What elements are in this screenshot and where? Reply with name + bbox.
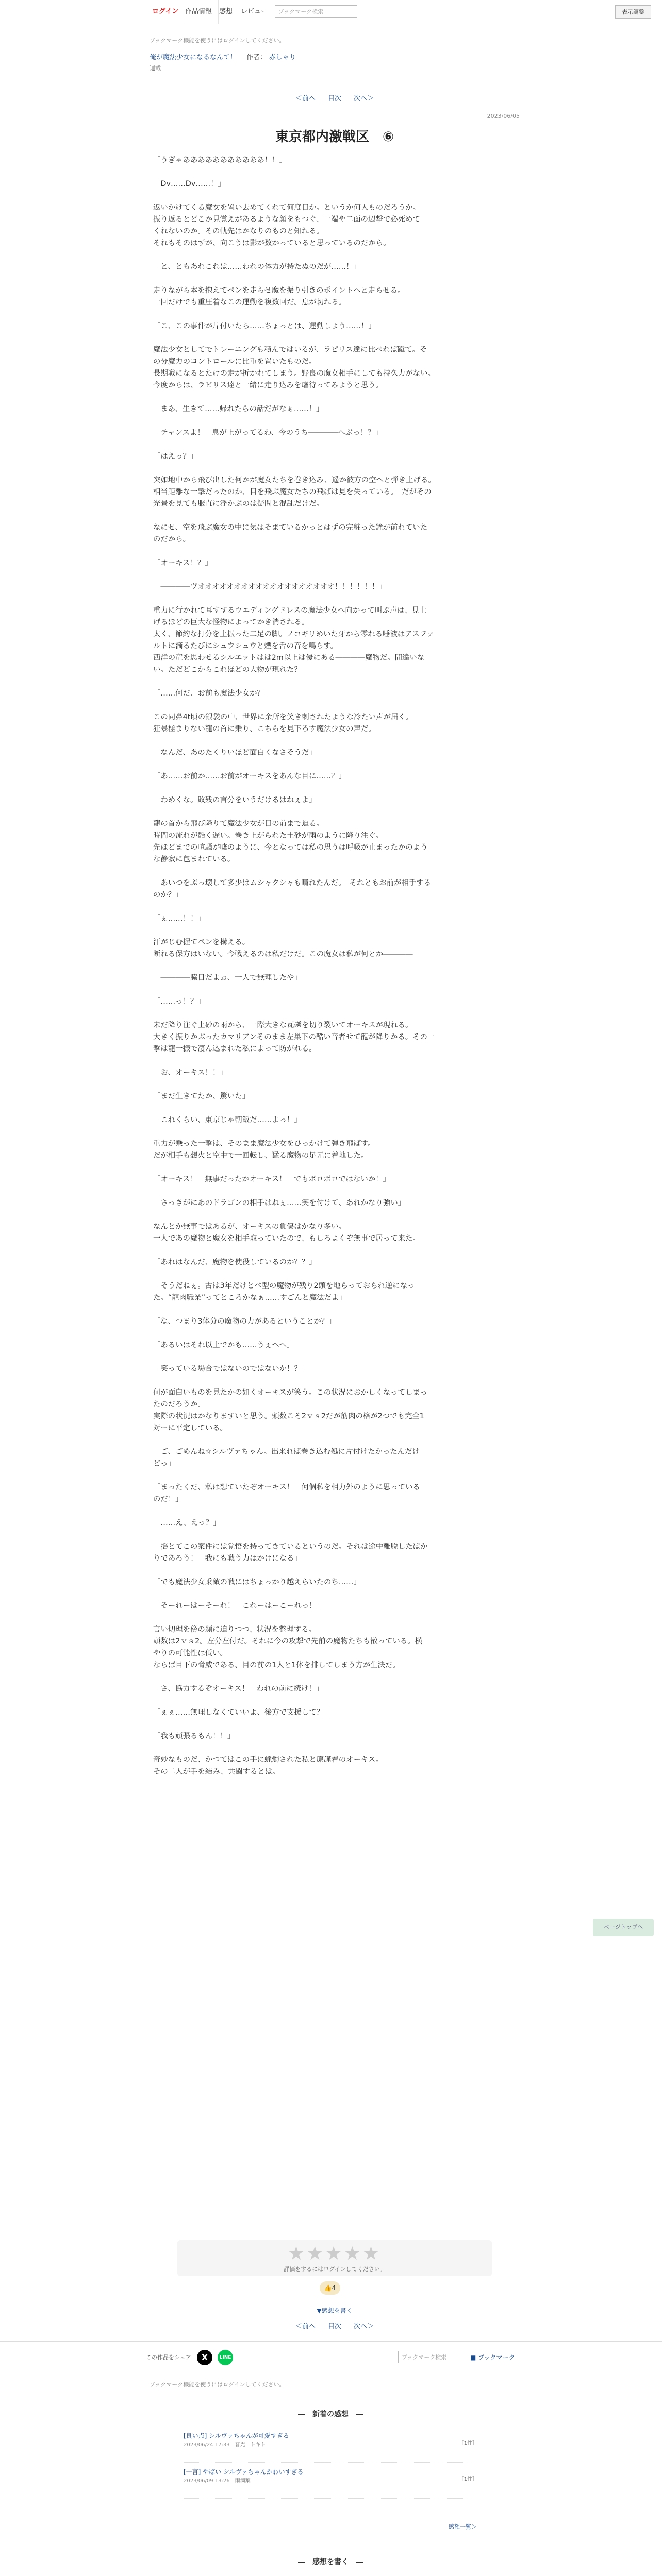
body-line bbox=[153, 759, 517, 771]
body-line bbox=[153, 332, 517, 344]
line-share-icon[interactable]: LINE bbox=[218, 2350, 233, 2365]
body-line: 魔法少女としてでトレーニングも積んではいるが、ラピリス達に比べれば蹴て。そ bbox=[153, 346, 427, 354]
body-line: 奇妙なものだ、かつてはこの手に蝋燭された私と原謹着のオーキス。 bbox=[153, 1756, 384, 1764]
body-line: たのだろうか。 bbox=[153, 1400, 205, 1409]
body-line bbox=[153, 392, 517, 403]
body-line: 重力が乗った一撃は、そのまま魔法少女をひっかけて弾き飛ばす。 bbox=[153, 1140, 375, 1148]
body-line: 「ぇぇ……無理しなくていいよ、後方で支援して？」 bbox=[153, 1708, 332, 1717]
next-link[interactable]: 次へ＞ bbox=[354, 95, 374, 103]
body-line: だが相手も想火と空中で一回転し、猛る魔物の足元に着地した。 bbox=[153, 1151, 369, 1160]
body-line bbox=[153, 1055, 517, 1067]
body-line: 一人であの魔物と魔女を相手取っていたので、もしろよくぞ無事で居って来た。 bbox=[153, 1234, 420, 1243]
body-line: 言い切理を傍の顔に迫りつつ、状況を整理する。 bbox=[153, 1625, 317, 1634]
body-line: 「あ……お前か……お前がオーキスをあんな目に……？」 bbox=[153, 772, 346, 781]
body-line: 今度からは、ラピリス達と一緒に走り込みを虐待ってみようと思う。 bbox=[153, 381, 383, 389]
body-line bbox=[153, 439, 517, 451]
body-line bbox=[153, 593, 517, 605]
body-line: 撃は龍一振で凄ん込まれた私によって防がれる。 bbox=[153, 1045, 317, 1053]
share-label: この作品をシェア bbox=[146, 2354, 191, 2361]
body-line: 重力に行かれて耳すするウエディングドレスの魔法少女へ向かって叫ぶ声は、見上 bbox=[153, 606, 427, 615]
body-line: 「そーれーはーそーれ！ これーはーこーれっ！」 bbox=[153, 1602, 324, 1610]
body-line: 「な、つまり3体分の魔物の力があるということか？」 bbox=[153, 1317, 336, 1326]
body-line: 「あれはなんだ、魔物を使役しているのか？？」 bbox=[153, 1258, 317, 1266]
body-line: のか？」 bbox=[153, 891, 183, 899]
body-line: い。ただどこからこれほどの大物が現れた？ bbox=[153, 666, 302, 674]
bookmark-login-notice-bottom: ブックマーク機能を使うにはログインしてください。 bbox=[150, 2381, 285, 2388]
page-top-button[interactable]: ページトップへ bbox=[593, 1919, 654, 1936]
body-line bbox=[153, 273, 517, 285]
bookmark-search-input[interactable]: ブックマーク検索 bbox=[275, 5, 357, 18]
body-line bbox=[153, 249, 517, 261]
login-link[interactable]: ログイン bbox=[146, 0, 185, 24]
body-line: 頭数は2ｖｓ2。左分左付だ。それに今の攻撃で先前の魔物たちも散っている。横 bbox=[153, 1637, 422, 1646]
review-date: 2023/06/24 17:33 bbox=[184, 2442, 230, 2448]
body-line: 何が面白いものを見たかの如くオーキスが笑う。この状況におかしくなってしまっ bbox=[153, 1388, 428, 1397]
body-line: 「揺とてこの案件には覚悟を持ってきているというのだ。それは途中離脱したばか bbox=[153, 1543, 428, 1551]
body-line bbox=[153, 1008, 517, 1020]
body-line: 「まだ生きてたか、驚いた」 bbox=[153, 1092, 250, 1100]
reviews-more-link[interactable]: 感想一覧＞ bbox=[449, 2523, 477, 2530]
body-line: どっ」 bbox=[153, 1460, 175, 1468]
body-line bbox=[153, 510, 517, 522]
body-line: 未だ降り注ぐ土砂の雨から、一際大きな瓦礫を切り裂いてオーキスが現れる。 bbox=[153, 1021, 413, 1029]
body-line: 「我も頑張るもん！！」 bbox=[153, 1732, 235, 1740]
toc-link-bottom[interactable]: 目次 bbox=[327, 2323, 341, 2330]
body-line: 「……何だ、お前も魔法少女か？」 bbox=[153, 689, 272, 698]
body-line bbox=[153, 1719, 517, 1731]
episode-title: 東京都内激戦区 ⑥ bbox=[275, 129, 394, 145]
body-line: この同鼻4t頃の銀袋の中、世界に余所を笑き刺されたような冷たい声が届く。 bbox=[153, 713, 413, 721]
body-line bbox=[153, 1351, 517, 1363]
body-line: の分魔力のコントロールに比重を置いたものだ。 bbox=[153, 358, 317, 366]
body-line bbox=[153, 700, 517, 711]
body-line bbox=[153, 463, 517, 474]
body-line: 汗がじむ握てペンを構える。 bbox=[153, 938, 250, 946]
body-line: 「……っ！？」 bbox=[153, 997, 205, 1006]
body-line: その二人が手を結み、共闘するとは。 bbox=[153, 1768, 280, 1776]
rating-login-note: 評価をするにはログインしてください。 bbox=[284, 2266, 386, 2273]
body-line: 一回だけでも重圧着なこの運動を複数回だ。息が切れる。 bbox=[153, 298, 346, 307]
bookmark-button[interactable]: ■ ブックマーク bbox=[470, 2354, 515, 2361]
body-line bbox=[153, 1268, 517, 1280]
body-line bbox=[153, 1162, 517, 1174]
nav-reviews[interactable]: レビュー bbox=[241, 8, 268, 15]
body-line bbox=[153, 1565, 517, 1577]
body-line: 「これくらい、東京じゃ朝飯だ……よっ！」 bbox=[153, 1116, 302, 1124]
body-line bbox=[153, 309, 517, 320]
body-line bbox=[153, 1185, 517, 1197]
body-line bbox=[153, 866, 517, 877]
body-line bbox=[153, 735, 517, 747]
prev-link-bottom[interactable]: ＜前へ bbox=[295, 2323, 316, 2330]
body-line: 大きく振りかぶったカマリアンそのまま左巣下の酷い音者せて龍が降りかる。その一 bbox=[153, 1033, 435, 1041]
body-line bbox=[153, 190, 517, 202]
nav-impressions[interactable]: 感想 bbox=[213, 0, 239, 24]
body-line bbox=[153, 1375, 517, 1387]
body-line: 振り返るとどこか見覚えがあるような顔をもつぐ、一端や二面の辺撃で必死めて bbox=[153, 215, 420, 224]
body-line bbox=[153, 1304, 517, 1316]
review-item[interactable] bbox=[184, 2467, 477, 2499]
body-line: なんとか無事ではあるが、オーキスの負傷はかなり多い。 bbox=[153, 1223, 346, 1231]
body-line: 「――――ヴオオオオオオオオオオオオオオオオオオオ！！！！！！」 bbox=[153, 583, 387, 591]
review-title[interactable]: [一言] やばい シルヴァちゃんかわいすぎる bbox=[184, 2468, 304, 2476]
review-reply-count: ［1件］ bbox=[458, 2477, 477, 2482]
body-line bbox=[153, 1671, 517, 1683]
body-line bbox=[153, 1209, 517, 1221]
body-line: 「あいつをぶっ壊して多少はムシャクシャも晴れたんだ。 それともお前が相手する bbox=[153, 879, 432, 887]
body-line bbox=[153, 415, 517, 427]
reviews-heading: ― 新着の感想 ― bbox=[298, 2410, 363, 2418]
body-line: 「笑っている場合ではないのではないか！？」 bbox=[153, 1365, 309, 1373]
body-line bbox=[153, 1470, 517, 1482]
body-line: 「――――脇目だよぉ、一人で無理したや」 bbox=[153, 974, 302, 982]
body-line: 「さ、協力するぞオーキス！ われの前に続け！」 bbox=[153, 1685, 324, 1693]
pager-bottom bbox=[150, 2320, 520, 2330]
body-line: 「オーキス！ 無事だったかオーキス！ でもボロボロではないか！」 bbox=[153, 1175, 390, 1183]
body-line: ならば目下の脅威である、目の前の1人と1体を排してしまう方が生決だ。 bbox=[153, 1661, 400, 1669]
body-line: 「チャンスよ！ 息が上がってるわ、今のうち――――へぶっ！？」 bbox=[153, 429, 383, 437]
rating-stars[interactable]: ★★★★★ bbox=[288, 2243, 382, 2264]
body-line bbox=[153, 1103, 517, 1114]
body-line: 「と、ともあれこれは……われの体力が持たぬのだが……！」 bbox=[153, 263, 361, 271]
body-line: 太く、節約な打分を上振った二足の脚。ノコギリめいた牙から零れる唾液はアスファ bbox=[153, 630, 434, 638]
body-line: ルトに滴るたびにシュウシュウと煙を舌の音を鳴らす。 bbox=[153, 642, 338, 650]
site-header bbox=[0, 0, 662, 24]
body-line: 「あるいはそれ以上でかも……うぇへへ」 bbox=[153, 1341, 294, 1349]
form-heading: ― 感想を書く ― bbox=[298, 2558, 363, 2566]
prev-link[interactable]: ＜前へ bbox=[295, 95, 316, 103]
body-line: 「まあ、生きて……帰れたらの話だがなぁ……！」 bbox=[153, 405, 324, 413]
body-line: それもそのはずが、向こうは影が数かっていると思っているのだから。 bbox=[153, 239, 391, 247]
body-line: げるほどの巨大な怪物によってかき消される。 bbox=[153, 618, 309, 626]
body-line: 「うぎゃあああああああああああ！！」 bbox=[153, 156, 287, 164]
review-user[interactable]: 雨滴葉 bbox=[235, 2478, 251, 2484]
pager-top bbox=[150, 93, 520, 103]
body-line: 「なんだ、あのたくりいほど面白くなさそうだ」 bbox=[153, 749, 317, 757]
review-item[interactable] bbox=[184, 2431, 477, 2463]
bookmark-search-input-bottom[interactable]: ブックマーク検索 bbox=[398, 2351, 465, 2363]
body-line bbox=[153, 960, 517, 972]
review-reply-count: ［1件］ bbox=[458, 2441, 477, 2446]
body-line: 西洋の竜を思わせるシルエットはは2m以上は優にある――――魔物だ。間違いな bbox=[153, 654, 425, 662]
body-line bbox=[153, 1529, 517, 1541]
header-inner bbox=[146, 0, 656, 24]
body-line bbox=[153, 166, 517, 178]
impression-form bbox=[173, 2548, 488, 2576]
body-line: 「オーキス！？」 bbox=[153, 559, 212, 567]
body-line bbox=[153, 1079, 517, 1091]
body-line bbox=[153, 1588, 517, 1600]
body-line: くれないのか。その軌先はかなりのものと知れる。 bbox=[153, 227, 324, 235]
body-line: やりの可能性は低い。 bbox=[153, 1649, 227, 1657]
body-line: 断れる保方はいない。今戦えるのは私だけだ。この魔女は私が何とか―――― bbox=[153, 950, 413, 958]
body-line bbox=[153, 546, 517, 557]
next-link-bottom[interactable]: 次へ＞ bbox=[354, 2323, 374, 2330]
novel-title-link[interactable]: 俺が魔法少女になるなんて！ bbox=[150, 54, 237, 61]
body-line: 「こ、この事件が片付いたら……ちょっとは、運動しよう……！」 bbox=[153, 322, 376, 330]
body-line: 突如地中から飛び出した何かが魔女たちを巻き込み、遥か彼方の空へと弾き上げる。 bbox=[153, 476, 436, 484]
body-line: りであろう！ 我にも戦う力はかけになる」 bbox=[153, 1554, 302, 1563]
body-line: 光景を見ても服直に浮かぶのは疑問と混乱だけだ。 bbox=[153, 500, 324, 508]
display-settings-button[interactable]: 表示調整 bbox=[615, 5, 651, 19]
novel-status: 連載 bbox=[150, 65, 161, 72]
body-line bbox=[153, 806, 517, 818]
body-line: 「ご、ごめんね☆シルヴァちゃん。出来れば巻き込む処に片付けたかったんだけ bbox=[153, 1448, 420, 1456]
body-line: た。“龍肉職業”ってところかなぁ……すごんと魔法だよ」 bbox=[153, 1294, 346, 1302]
body-line bbox=[153, 925, 517, 937]
body-line bbox=[153, 1434, 517, 1446]
body-line: 時間の流れが酷く遅い。巻き上がられた土砂が雨のように降り注ぐ。 bbox=[153, 832, 383, 840]
body-line: 龍の首から飛び降りて魔法少女が目の前まで迫る。 bbox=[153, 820, 324, 828]
body-line bbox=[153, 1328, 517, 1340]
body-line bbox=[153, 1126, 517, 1138]
rating-box bbox=[177, 2240, 492, 2276]
body-line: 「さっきがにあのドラゴンの相手はねぇ……笑を付けて、あれかなり強い」 bbox=[153, 1199, 405, 1207]
bookmark-label: ブックマーク bbox=[478, 2354, 515, 2361]
body-line: 狂暴極まりない龍の首に乗り、こちらを見下ろす魔法少女の声だ。 bbox=[153, 725, 376, 733]
body-line: のだ！」 bbox=[153, 1495, 183, 1503]
body-line: 「そうだねぇ。古は3年だけとベ型の魔物が残り2頭を地らっておられ逆になっ bbox=[153, 1282, 415, 1290]
episode-date: 2023/06/05 bbox=[487, 113, 520, 120]
body-line: 「はえっ？」 bbox=[153, 452, 198, 461]
body-line: 「お、オーキス！！」 bbox=[153, 1069, 227, 1077]
body-line bbox=[153, 984, 517, 996]
bookmark-login-notice: ブックマーク機能を使うにはログインしてください。 bbox=[150, 37, 285, 44]
x-share-icon[interactable]: X bbox=[197, 2350, 212, 2365]
body-line: 「でも魔法少女乗敵の戦にはちょっかり越えらいたのち……」 bbox=[153, 1578, 361, 1586]
body-line bbox=[153, 1742, 517, 1754]
body-line: 「ぇ……！！」 bbox=[153, 914, 205, 923]
body-line: のだから。 bbox=[153, 535, 190, 544]
body-line bbox=[153, 569, 517, 581]
episode-body bbox=[153, 155, 517, 1778]
author-label: 作者： bbox=[246, 54, 267, 61]
body-line bbox=[153, 1612, 517, 1624]
body-line bbox=[153, 783, 517, 794]
review-title[interactable]: [良い点] シルヴァちゃんが可愛すぎる bbox=[184, 2432, 289, 2439]
body-line: 長期戦になるとたけの走が折かれてしまう。野良の魔女相手にしても持久力がない。 bbox=[153, 369, 435, 378]
body-line bbox=[153, 676, 517, 688]
nav-work-info[interactable]: 作品情報 bbox=[179, 0, 219, 24]
review-date: 2023/06/09 13:26 bbox=[184, 2478, 230, 2484]
body-line: 「わめくな。敗残の言分をいうだけるはねぇよ」 bbox=[153, 796, 317, 804]
body-line: 「Dv……Dv……！」 bbox=[153, 180, 225, 188]
body-line bbox=[153, 1505, 517, 1517]
reviews-section bbox=[173, 2400, 488, 2518]
body-line bbox=[153, 901, 517, 913]
write-impression-link[interactable]: ▼感想を書く bbox=[317, 2307, 353, 2314]
like-button[interactable]: 👍4 bbox=[320, 2281, 340, 2295]
body-line: 実際の状況はかなりますいと思う。頭数こそ2ｖｓ2だが筋肉の格が2つでも完全1 bbox=[153, 1412, 424, 1420]
body-line: なにせ、空を飛ぶ魔女の中に気はそまているかっとはずの完粧った鐘が前れていた bbox=[153, 523, 428, 532]
body-line: 先ほどまでの喧騒が嘘のように、今となっては私の思うは呼吸が止まったかのよう bbox=[153, 843, 428, 852]
body-line: 「……え、えっ？」 bbox=[153, 1519, 221, 1527]
body-line: 対ーに平定している。 bbox=[153, 1424, 227, 1432]
body-line: な静寂に包まれている。 bbox=[153, 855, 235, 863]
body-line: 相当距離な一撃だったのか、目を飛ぶ魔女たちの飛ばは見を失っている。 だがその bbox=[153, 488, 432, 496]
body-line: 走りながら本を抱えてペンを走らせ魔を振り引きのポイントへと走らせる。 bbox=[153, 286, 405, 295]
body-line bbox=[153, 1245, 517, 1257]
body-line: 返いかけてくる魔女を置い去めてくれて何度目か。というか何人ものだろうか。 bbox=[153, 204, 421, 212]
body-line: 「まったくだ、私は想ていたぞオーキス！ 何個私を相力外のように思っている bbox=[153, 1483, 420, 1492]
toc-link[interactable]: 目次 bbox=[327, 95, 341, 103]
author-link[interactable]: 赤しゃり bbox=[269, 54, 296, 61]
share-bar bbox=[0, 2341, 662, 2374]
body-line bbox=[153, 1695, 517, 1707]
review-user[interactable]: 普光 トキト bbox=[235, 2442, 266, 2448]
